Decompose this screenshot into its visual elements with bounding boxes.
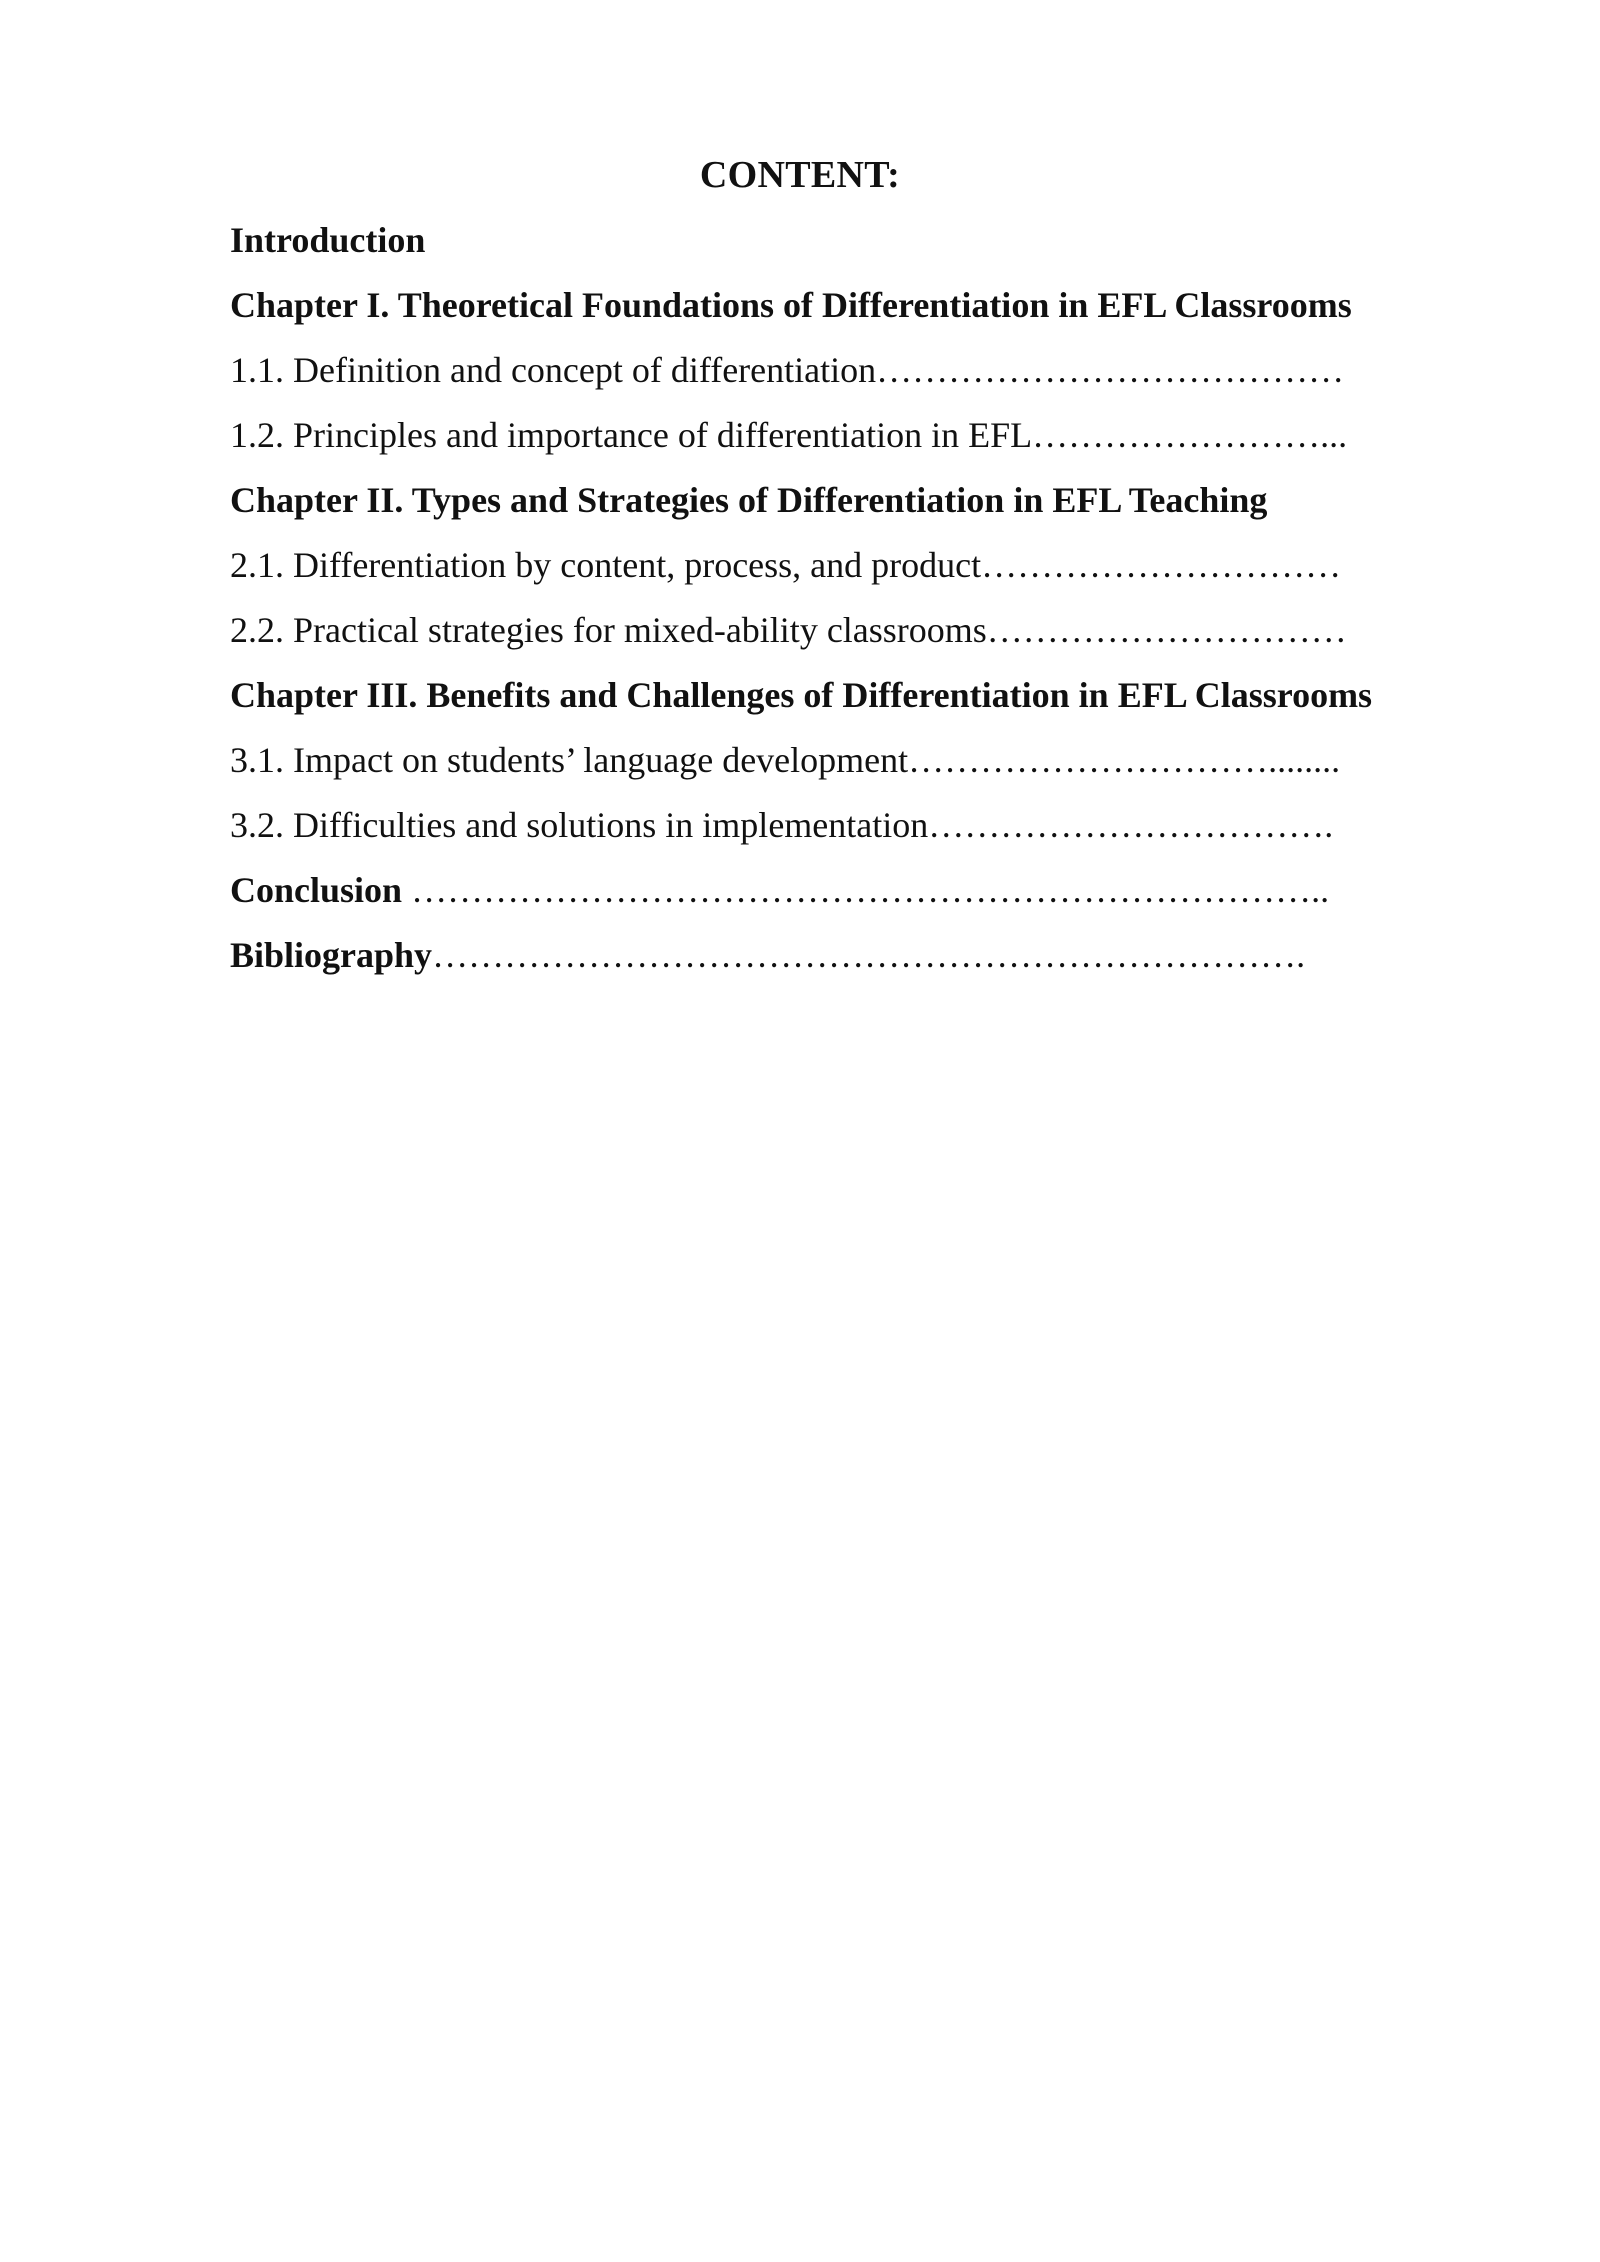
toc-entry-text: Bibliography xyxy=(230,935,433,975)
page-title: CONTENT: xyxy=(699,154,901,196)
toc-entry-text: 3.1. Impact on students’ language development xyxy=(230,740,909,780)
toc-entry-text: 2.1. Differentiation by content, process, and product xyxy=(230,545,982,585)
toc-entry-dots: ………………………………………………………………….. xyxy=(411,870,1330,910)
toc-entry-dots: ……………………………. xyxy=(928,805,1334,845)
toc-entry-dots: ………………………… xyxy=(986,610,1347,650)
toc-entry-bibliography xyxy=(230,930,1470,995)
toc-entry-conclusion xyxy=(230,865,1470,930)
toc-entry-text: 1.1. Definition and concept of differentiation xyxy=(230,350,877,390)
toc-entry-1-1 xyxy=(230,345,1470,410)
toc-entry-text: 1.2. Principles and importance of differentiation in EFL xyxy=(230,415,1033,455)
toc-entry-chapter-1 xyxy=(230,280,1470,345)
toc-entry-text: Chapter II. Types and Strategies of Differentiation in EFL Teaching xyxy=(230,480,1268,520)
toc-entry-text: Introduction xyxy=(230,220,426,260)
toc-entry-text: Chapter I. Theoretical Foundations of Differentiation in EFL Classrooms xyxy=(230,285,1352,325)
toc-entry-dots: …………………………........ xyxy=(908,740,1341,780)
toc-entry-dots: ………………………………………………………………. xyxy=(432,935,1306,975)
toc-entry-text: Conclusion xyxy=(230,870,412,910)
toc-entry-dots: ……………………... xyxy=(1032,415,1348,455)
toc-entry-1-2 xyxy=(230,410,1470,475)
toc-entry-chapter-2 xyxy=(230,475,1470,540)
toc-entry-chapter-3 xyxy=(230,670,1470,735)
toc-entry-text: 3.2. Difficulties and solutions in implementation xyxy=(230,805,929,845)
toc-entry-2-2 xyxy=(230,605,1470,670)
toc-entry-3-2 xyxy=(230,800,1470,865)
toc-entry-introduction xyxy=(230,215,1470,280)
toc-entry-text: Chapter III. Benefits and Challenges of Differentiation in EFL Classrooms xyxy=(230,675,1373,715)
toc-entry-3-1 xyxy=(230,735,1470,800)
table-of-contents xyxy=(230,215,1470,995)
toc-entry-dots: ………………………………… xyxy=(876,350,1345,390)
toc-entry-2-1 xyxy=(230,540,1470,605)
toc-entry-text: 2.2. Practical strategies for mixed-ability classrooms xyxy=(230,610,987,650)
toc-entry-dots: ………………………… xyxy=(981,545,1342,585)
